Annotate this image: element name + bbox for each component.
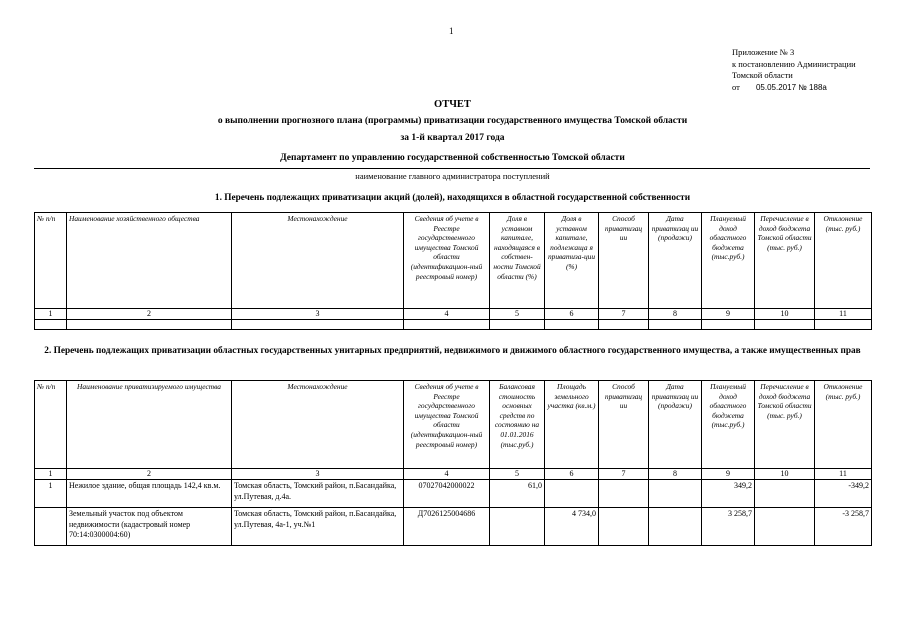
header-cell: № п/п — [35, 213, 67, 309]
privatization-date — [649, 508, 702, 546]
property-name: Нежилое здание, общая площадь 142,4 кв.м. — [67, 480, 232, 508]
header-cell: Отклонение (тыс. руб.) — [815, 213, 872, 309]
section1-table — [34, 212, 872, 330]
section2-heading: 2. Перечень подлежащих приватизации областных государственных унитарных предприятий, недвижимого и движимого областного государственного имущества, а также имущественных прав — [44, 346, 861, 356]
appendix-block — [732, 47, 856, 93]
row-number: 1 — [35, 480, 67, 508]
column-number: 8 — [649, 309, 702, 320]
header-cell: Способ приватизац ии — [599, 213, 649, 309]
section1-empty-row — [35, 320, 872, 330]
header-cell: Местонахождение — [232, 381, 404, 469]
table-cell — [702, 320, 755, 330]
column-number: 5 — [490, 469, 545, 480]
header-cell: Наименование приватизируемого имущества — [67, 381, 232, 469]
column-number: 1 — [35, 469, 67, 480]
table-cell — [404, 320, 490, 330]
header-cell: Доля в уставном капитале, находящаяся в собствен-ности Томской области (%) — [490, 213, 545, 309]
section1-heading: 1. Перечень подлежащих приватизации акций (долей), находящихся в областной государственной собственности — [214, 193, 691, 203]
appendix-date: 05.05.2017 № 188а — [755, 82, 827, 92]
registry-number: 07027042000022 — [404, 480, 490, 508]
property-location: Томская область, Томский район, п.Басандайка, ул.Путевая, д.4а. — [232, 480, 404, 508]
header-cell: Сведения об учете в Реестре государственного имущества Томской области (идентификацион-ный реестровый номер) — [404, 381, 490, 469]
row-number — [35, 508, 67, 546]
report-subtitle: о выполнении прогнозного плана (программы) приватизации государственного имущества Томской области — [217, 116, 688, 126]
column-number: 1 — [35, 309, 67, 320]
land-area — [545, 480, 599, 508]
transferred-amount — [755, 508, 815, 546]
privatization-method — [599, 508, 649, 546]
header-cell: Способ приватизац ии — [599, 381, 649, 469]
column-number: 6 — [545, 309, 599, 320]
planned-income: 3 258,7 — [702, 508, 755, 546]
column-number: 11 — [815, 469, 872, 480]
table-cell — [490, 320, 545, 330]
table-cell — [67, 320, 232, 330]
column-number: 10 — [755, 309, 815, 320]
header-cell: Перечисление в доход бюджета Томской области (тыс. руб.) — [755, 381, 815, 469]
header-cell: Балансовая стоимость основных средств по состоянию на 01.01.2016 (тыс.руб.) — [490, 381, 545, 469]
transferred-amount — [755, 480, 815, 508]
header-cell: Плануемый доход областного бюджета (тыс.руб.) — [702, 213, 755, 309]
planned-income: 349,2 — [702, 480, 755, 508]
report-title: ОТЧЕТ — [434, 99, 471, 110]
registry-number: Д7026125004686 — [404, 508, 490, 546]
appendix-line: Приложение № 3 — [732, 47, 795, 57]
header-cell: Площадь земельного участка (кв.м.) — [545, 381, 599, 469]
column-number: 2 — [67, 469, 232, 480]
header-cell: Дата приватизац ии (продажи) — [649, 213, 702, 309]
column-number: 9 — [702, 309, 755, 320]
table-cell — [232, 320, 404, 330]
department-name: Департамент по управлению государственной собственностью Томской области — [280, 153, 625, 163]
column-number: 5 — [490, 309, 545, 320]
appendix-line: Томской области — [732, 70, 793, 81]
land-area: 4 734,0 — [545, 508, 599, 546]
privatization-method — [599, 480, 649, 508]
header-cell: Сведения об учете в Реестре государственного имущества Томской области (идентификацион-ный реестровый номер) — [404, 213, 490, 309]
column-number: 9 — [702, 469, 755, 480]
deviation-value: -3 258,7 — [815, 508, 872, 546]
header-cell: Отклонение (тыс. руб.) — [815, 381, 872, 469]
header-cell: Перечисление в доход бюджета Томской области (тыс. руб.) — [755, 213, 815, 309]
appendix-line: к постановлению Администрации — [732, 58, 856, 69]
table-cell — [815, 320, 872, 330]
report-period: за 1-й квартал 2017 года — [400, 133, 505, 143]
deviation-value: -349,2 — [815, 480, 872, 508]
table-cell — [545, 320, 599, 330]
column-number: 4 — [404, 309, 490, 320]
column-number: 7 — [599, 309, 649, 320]
header-cell: Доля в уставном капитале, подлежаща я приватиза-ции (%) — [545, 213, 599, 309]
table-cell — [755, 320, 815, 330]
privatization-date — [649, 480, 702, 508]
section2-header-row — [35, 381, 872, 469]
section2-number-row — [35, 469, 872, 480]
header-cell: Дата приватизац ии (продажи) — [649, 381, 702, 469]
section2-table — [34, 380, 872, 546]
property-name: Земельный участок под объектом недвижимости (кадастровый номер 70:14:0300004:60) — [67, 508, 232, 546]
table-cell — [649, 320, 702, 330]
department-underline — [34, 168, 870, 169]
table-row — [35, 508, 872, 546]
table-cell — [35, 320, 67, 330]
header-cell: № п/п — [35, 381, 67, 469]
header-cell: Плануемый доход областного бюджета (тыс.руб.) — [702, 381, 755, 469]
property-location: Томская область, Томский район, п.Басандайка, ул.Путевая, 4а-1, уч.№1 — [232, 508, 404, 546]
admin-caption: наименование главного администратора поступлений — [355, 171, 550, 181]
page-number: 1 — [449, 26, 454, 36]
column-number: 8 — [649, 469, 702, 480]
column-number: 2 — [67, 309, 232, 320]
table-cell — [599, 320, 649, 330]
section1-number-row — [35, 309, 872, 320]
column-number: 7 — [599, 469, 649, 480]
column-number: 11 — [815, 309, 872, 320]
column-number: 3 — [232, 309, 404, 320]
column-number: 10 — [755, 469, 815, 480]
balance-value: 61,0 — [490, 480, 545, 508]
balance-value — [490, 508, 545, 546]
section1-header-row — [35, 213, 872, 309]
header-cell: Местонахождение — [232, 213, 404, 309]
appendix-date-line — [732, 82, 856, 94]
table-row — [35, 480, 872, 508]
column-number: 6 — [545, 469, 599, 480]
appendix-date-prefix: от — [732, 81, 740, 92]
column-number: 4 — [404, 469, 490, 480]
header-cell: Наименование хозяйственного общества — [67, 213, 232, 309]
column-number: 3 — [232, 469, 404, 480]
